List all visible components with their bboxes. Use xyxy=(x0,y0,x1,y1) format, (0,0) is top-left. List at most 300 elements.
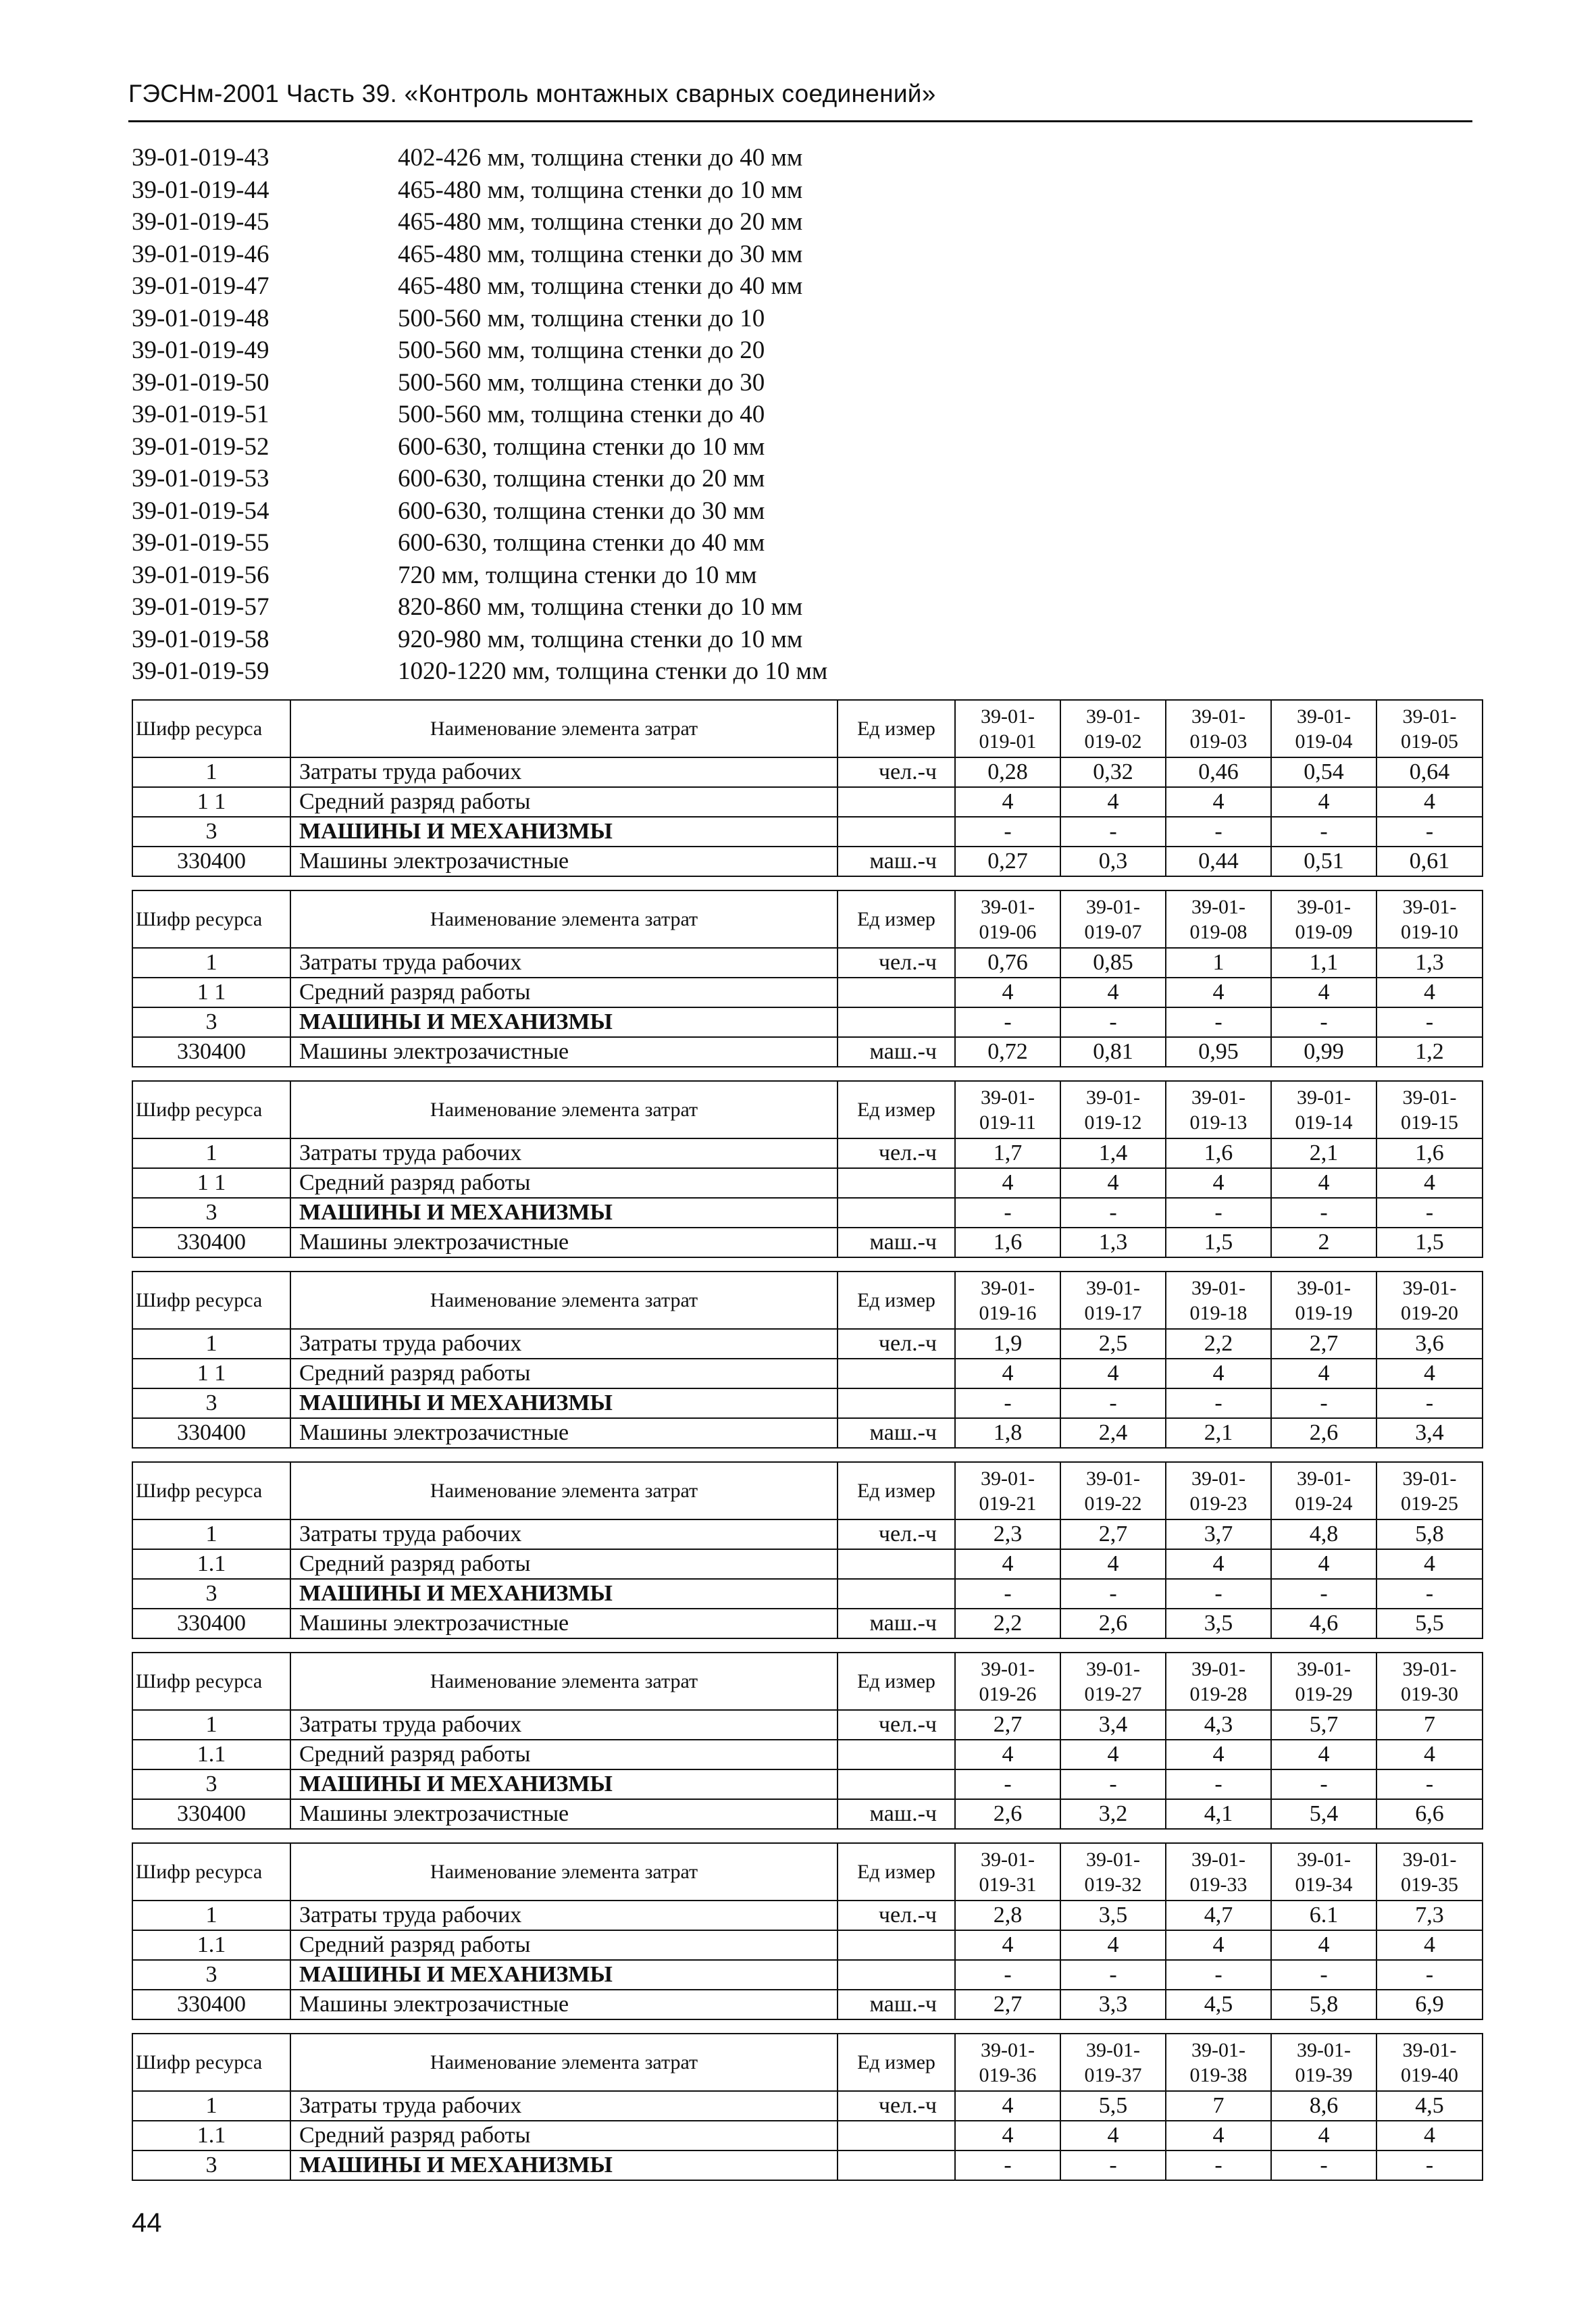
norm-code-part: 019-31 xyxy=(979,1873,1037,1896)
header-norm-code xyxy=(1060,1081,1166,1138)
resource-code-cell: 330400 xyxy=(132,1799,290,1829)
element-name-cell: МАШИНЫ И МЕХАНИЗМЫ xyxy=(290,1007,838,1037)
value-cell: 1,1 xyxy=(1271,948,1376,978)
value-cell: 3,5 xyxy=(1166,1609,1271,1638)
unit-cell xyxy=(838,1930,955,1960)
norm-code-part: 39-01- xyxy=(1402,705,1457,728)
norm-code-part: 39-01- xyxy=(981,2038,1035,2061)
value-cell: - xyxy=(1060,1579,1166,1609)
resource-code-cell: 1 xyxy=(132,757,290,787)
value-cell: 4 xyxy=(1376,1549,1483,1579)
unit-cell xyxy=(838,1168,955,1198)
norm-code-part: 019-28 xyxy=(1189,1682,1247,1705)
norm-code-part: 019-07 xyxy=(1084,920,1142,943)
table-row xyxy=(132,978,1483,1007)
resource-code-cell: 330400 xyxy=(132,1990,290,2019)
norm-code-part: 019-27 xyxy=(1084,1682,1142,1705)
table-row xyxy=(132,2121,1483,2150)
header-resource-code: Шифр ресурса xyxy=(132,890,290,948)
norm-code-part: 39-01- xyxy=(981,1657,1035,1680)
header-norm-code xyxy=(1166,1081,1271,1138)
resource-table xyxy=(132,890,1483,1067)
norm-code-part: 39-01- xyxy=(1402,1467,1457,1490)
unit-cell xyxy=(838,817,955,847)
value-cell: 4,8 xyxy=(1271,1519,1376,1549)
unit-cell: маш.-ч xyxy=(838,1037,955,1067)
header-element-name: Наименование элемента затрат xyxy=(290,890,838,948)
norm-description: 720 мм, толщина стенки до 10 мм xyxy=(398,561,757,589)
value-cell: 1,8 xyxy=(955,1418,1060,1448)
code-list-row xyxy=(132,655,827,688)
norm-code: 39-01-019-48 xyxy=(132,304,269,332)
norm-code-part: 39-01- xyxy=(981,895,1035,918)
value-cell: 0,32 xyxy=(1060,757,1166,787)
norm-description: 465-480 мм, толщина стенки до 20 мм xyxy=(398,208,803,236)
table-row xyxy=(132,1740,1483,1769)
value-cell: 0,51 xyxy=(1271,847,1376,876)
value-cell: - xyxy=(1271,1769,1376,1799)
norm-code: 39-01-019-54 xyxy=(132,497,269,525)
norm-code-part: 019-03 xyxy=(1189,730,1247,753)
norm-code-part: 019-33 xyxy=(1189,1873,1247,1896)
norm-code-part: 019-01 xyxy=(979,730,1037,753)
unit-cell: чел.-ч xyxy=(838,1519,955,1549)
table-row xyxy=(132,1579,1483,1609)
value-cell: 4 xyxy=(1060,1740,1166,1769)
unit-cell xyxy=(838,1388,955,1418)
unit-cell: маш.-ч xyxy=(838,1228,955,1257)
header-norm-code xyxy=(1376,1843,1483,1901)
code-list-row xyxy=(132,367,827,399)
unit-cell: маш.-ч xyxy=(838,1609,955,1638)
value-cell: 5,4 xyxy=(1271,1799,1376,1829)
header-divider xyxy=(128,120,1472,122)
value-cell: 2,7 xyxy=(1271,1329,1376,1359)
value-cell: 2,7 xyxy=(955,1990,1060,2019)
table-row xyxy=(132,1007,1483,1037)
header-unit: Ед измер xyxy=(838,1843,955,1901)
value-cell: - xyxy=(1271,2150,1376,2180)
header-element-name: Наименование элемента затрат xyxy=(290,1653,838,1710)
value-cell: 2,2 xyxy=(955,1609,1060,1638)
header-norm-code xyxy=(1060,700,1166,757)
norm-description: 500-560 мм, толщина стенки до 20 xyxy=(398,336,765,364)
table-header-row xyxy=(132,700,1483,757)
norm-code-part: 39-01- xyxy=(1297,2038,1351,2061)
value-cell: 4 xyxy=(1060,787,1166,817)
value-cell: 4 xyxy=(955,1168,1060,1198)
code-list-row xyxy=(132,463,827,495)
resource-code-cell: 1 xyxy=(132,948,290,978)
value-cell: 1,3 xyxy=(1376,948,1483,978)
unit-cell: маш.-ч xyxy=(838,1418,955,1448)
norm-code-part: 019-11 xyxy=(979,1111,1036,1134)
norm-code-part: 39-01- xyxy=(1086,705,1140,728)
header-norm-code xyxy=(1166,1272,1271,1329)
header-norm-code xyxy=(1166,890,1271,948)
value-cell: 4 xyxy=(955,978,1060,1007)
element-name-cell: МАШИНЫ И МЕХАНИЗМЫ xyxy=(290,1960,838,1990)
norm-code-part: 39-01- xyxy=(981,705,1035,728)
value-cell: 6.1 xyxy=(1271,1901,1376,1930)
unit-cell xyxy=(838,1769,955,1799)
norm-code-part: 019-18 xyxy=(1189,1301,1247,1324)
value-cell: - xyxy=(1271,1960,1376,1990)
resource-code-cell: 330400 xyxy=(132,1418,290,1448)
table-row xyxy=(132,1990,1483,2019)
value-cell: 5,7 xyxy=(1271,1710,1376,1740)
header-element-name: Наименование элемента затрат xyxy=(290,1843,838,1901)
norm-code-part: 39-01- xyxy=(1402,1276,1457,1299)
value-cell: 1,2 xyxy=(1376,1037,1483,1067)
value-cell: - xyxy=(1060,1960,1166,1990)
value-cell: - xyxy=(1166,1198,1271,1228)
norm-code-part: 019-10 xyxy=(1401,920,1458,943)
value-cell: 4 xyxy=(955,1930,1060,1960)
element-name-cell: Затраты труда рабочих xyxy=(290,1138,838,1168)
value-cell: 4 xyxy=(1376,1359,1483,1388)
norm-code-part: 019-36 xyxy=(979,2063,1037,2086)
norm-code-part: 019-16 xyxy=(979,1301,1037,1324)
value-cell: 6,6 xyxy=(1376,1799,1483,1829)
code-list-row xyxy=(132,624,827,656)
value-cell: 3,4 xyxy=(1376,1418,1483,1448)
norm-code-part: 019-15 xyxy=(1401,1111,1458,1134)
element-name-cell: Затраты труда рабочих xyxy=(290,948,838,978)
header-element-name: Наименование элемента затрат xyxy=(290,1462,838,1519)
header-norm-code xyxy=(955,700,1060,757)
header-norm-code xyxy=(1166,1653,1271,1710)
value-cell: - xyxy=(1376,817,1483,847)
norm-description: 600-630, толщина стенки до 40 мм xyxy=(398,529,765,557)
header-norm-code xyxy=(1376,1462,1483,1519)
value-cell: 0,85 xyxy=(1060,948,1166,978)
table-header-row xyxy=(132,1081,1483,1138)
element-name-cell: Затраты труда рабочих xyxy=(290,1329,838,1359)
value-cell: 0,54 xyxy=(1271,757,1376,787)
code-list-row xyxy=(132,174,827,207)
norm-code: 39-01-019-44 xyxy=(132,176,269,204)
value-cell: 0,46 xyxy=(1166,757,1271,787)
value-cell: 5,5 xyxy=(1060,2091,1166,2121)
value-cell: 2,1 xyxy=(1166,1418,1271,1448)
resource-code-cell: 1 xyxy=(132,1519,290,1549)
resource-code-cell: 1.1 xyxy=(132,1930,290,1960)
table-row xyxy=(132,1519,1483,1549)
resource-code-cell: 1.1 xyxy=(132,1740,290,1769)
norm-code-part: 39-01- xyxy=(981,1467,1035,1490)
element-name-cell: Средний разряд работы xyxy=(290,1168,838,1198)
resource-code-cell: 1.1 xyxy=(132,2121,290,2150)
value-cell: - xyxy=(1376,1769,1483,1799)
header-element-name: Наименование элемента затрат xyxy=(290,1272,838,1329)
table-row xyxy=(132,1138,1483,1168)
value-cell: 0,76 xyxy=(955,948,1060,978)
norm-code-part: 019-23 xyxy=(1189,1492,1247,1515)
norm-tables xyxy=(132,699,1483,2194)
code-list xyxy=(132,142,827,688)
element-name-cell: Затраты труда рабочих xyxy=(290,2091,838,2121)
value-cell: - xyxy=(1271,1388,1376,1418)
value-cell: 2,4 xyxy=(1060,1418,1166,1448)
element-name-cell: Средний разряд работы xyxy=(290,2121,838,2150)
table-row xyxy=(132,847,1483,876)
value-cell: 4 xyxy=(955,2091,1060,2121)
norm-code-part: 019-12 xyxy=(1084,1111,1142,1134)
element-name-cell: Средний разряд работы xyxy=(290,1549,838,1579)
norm-code-part: 39-01- xyxy=(1297,895,1351,918)
table-row xyxy=(132,817,1483,847)
value-cell: 0,72 xyxy=(955,1037,1060,1067)
value-cell: - xyxy=(1271,1007,1376,1037)
value-cell: 4 xyxy=(1376,978,1483,1007)
norm-code-part: 019-09 xyxy=(1295,920,1353,943)
norm-code-part: 019-30 xyxy=(1401,1682,1458,1705)
table-row xyxy=(132,1901,1483,1930)
value-cell: 1,9 xyxy=(955,1329,1060,1359)
value-cell: - xyxy=(1060,1388,1166,1418)
value-cell: - xyxy=(1166,1007,1271,1037)
value-cell: 4 xyxy=(1271,787,1376,817)
value-cell: - xyxy=(1166,1769,1271,1799)
norm-code-part: 019-14 xyxy=(1295,1111,1353,1134)
value-cell: 2,2 xyxy=(1166,1329,1271,1359)
value-cell: 2,1 xyxy=(1271,1138,1376,1168)
code-list-row xyxy=(132,142,827,174)
header-norm-code xyxy=(1376,1272,1483,1329)
table-row xyxy=(132,1198,1483,1228)
resource-code-cell: 3 xyxy=(132,1388,290,1418)
code-list-row xyxy=(132,495,827,528)
value-cell: 3,4 xyxy=(1060,1710,1166,1740)
value-cell: 4 xyxy=(1060,2121,1166,2150)
unit-cell xyxy=(838,1359,955,1388)
value-cell: 0,81 xyxy=(1060,1037,1166,1067)
unit-cell: маш.-ч xyxy=(838,1799,955,1829)
header-norm-code xyxy=(1376,1653,1483,1710)
norm-code: 39-01-019-53 xyxy=(132,465,269,493)
norm-description: 465-480 мм, толщина стенки до 40 мм xyxy=(398,272,803,300)
element-name-cell: Машины электрозачистные xyxy=(290,1037,838,1067)
value-cell: - xyxy=(1376,1007,1483,1037)
norm-code-part: 019-24 xyxy=(1295,1492,1353,1515)
header-unit: Ед измер xyxy=(838,2034,955,2091)
resource-code-cell: 3 xyxy=(132,1579,290,1609)
value-cell: 7 xyxy=(1376,1710,1483,1740)
norm-code-part: 39-01- xyxy=(981,1086,1035,1109)
header-norm-code xyxy=(1271,1272,1376,1329)
header-norm-code xyxy=(1166,1462,1271,1519)
value-cell: 3,2 xyxy=(1060,1799,1166,1829)
norm-code-part: 019-19 xyxy=(1295,1301,1353,1324)
element-name-cell: МАШИНЫ И МЕХАНИЗМЫ xyxy=(290,1769,838,1799)
norm-code: 39-01-019-59 xyxy=(132,657,269,685)
value-cell: 0,99 xyxy=(1271,1037,1376,1067)
value-cell: 4 xyxy=(1376,1168,1483,1198)
value-cell: - xyxy=(955,1388,1060,1418)
value-cell: 8,6 xyxy=(1271,2091,1376,2121)
value-cell: 4,6 xyxy=(1271,1609,1376,1638)
value-cell: 5,5 xyxy=(1376,1609,1483,1638)
value-cell: - xyxy=(1060,1198,1166,1228)
value-cell: 4 xyxy=(1271,2121,1376,2150)
value-cell: 3,5 xyxy=(1060,1901,1166,1930)
value-cell: 4 xyxy=(1166,787,1271,817)
table-row xyxy=(132,787,1483,817)
header-norm-code xyxy=(1271,1081,1376,1138)
value-cell: 0,95 xyxy=(1166,1037,1271,1067)
norm-description: 1020-1220 мм, толщина стенки до 10 мм xyxy=(398,657,828,685)
table-row xyxy=(132,1418,1483,1448)
norm-code-part: 39-01- xyxy=(1402,1848,1457,1871)
norm-code-part: 019-06 xyxy=(979,920,1037,943)
unit-cell xyxy=(838,978,955,1007)
norm-code-part: 39-01- xyxy=(1297,1848,1351,1871)
page-header-title: ГЭСНм-2001 Часть 39. «Контроль монтажных сварных соединений» xyxy=(128,80,936,107)
norm-code-part: 39-01- xyxy=(1086,1848,1140,1871)
norm-code-part: 019-40 xyxy=(1401,2063,1458,2086)
table-header-row xyxy=(132,1462,1483,1519)
header-norm-code xyxy=(1376,2034,1483,2091)
value-cell: - xyxy=(1271,1198,1376,1228)
header-norm-code xyxy=(1166,1843,1271,1901)
norm-code: 39-01-019-51 xyxy=(132,401,269,428)
header-norm-code xyxy=(1376,890,1483,948)
value-cell: 4 xyxy=(955,2121,1060,2150)
header-unit: Ед измер xyxy=(838,890,955,948)
header-norm-code xyxy=(955,2034,1060,2091)
value-cell: 4 xyxy=(1060,1549,1166,1579)
norm-description: 820-860 мм, толщина стенки до 10 мм xyxy=(398,593,803,621)
element-name-cell: Машины электрозачистные xyxy=(290,1609,838,1638)
element-name-cell: Машины электрозачистные xyxy=(290,847,838,876)
norm-code-part: 39-01- xyxy=(1191,1467,1245,1490)
table-row xyxy=(132,1549,1483,1579)
unit-cell: чел.-ч xyxy=(838,948,955,978)
table-row xyxy=(132,1930,1483,1960)
norm-description: 465-480 мм, толщина стенки до 10 мм xyxy=(398,176,803,204)
resource-table xyxy=(132,1652,1483,1830)
norm-code-part: 39-01- xyxy=(1086,895,1140,918)
value-cell: 4 xyxy=(1166,1359,1271,1388)
header-norm-code xyxy=(1060,1462,1166,1519)
norm-code-part: 39-01- xyxy=(1086,1086,1140,1109)
element-name-cell: Затраты труда рабочих xyxy=(290,757,838,787)
value-cell: 4 xyxy=(1166,2121,1271,2150)
norm-code-part: 019-32 xyxy=(1084,1873,1142,1896)
resource-table xyxy=(132,1461,1483,1639)
norm-code: 39-01-019-45 xyxy=(132,208,269,236)
element-name-cell: Средний разряд работы xyxy=(290,787,838,817)
header-unit: Ед измер xyxy=(838,700,955,757)
value-cell: - xyxy=(1271,817,1376,847)
header-norm-code xyxy=(955,1272,1060,1329)
table-row xyxy=(132,1168,1483,1198)
value-cell: - xyxy=(1060,1769,1166,1799)
table-header-row xyxy=(132,1653,1483,1710)
code-list-row xyxy=(132,270,827,303)
table-row xyxy=(132,2091,1483,2121)
norm-code-part: 019-04 xyxy=(1295,730,1353,753)
norm-code-part: 019-05 xyxy=(1401,730,1458,753)
resource-code-cell: 330400 xyxy=(132,1228,290,1257)
unit-cell: чел.-ч xyxy=(838,1138,955,1168)
norm-code: 39-01-019-43 xyxy=(132,144,269,172)
header-norm-code xyxy=(955,1081,1060,1138)
unit-cell xyxy=(838,1198,955,1228)
value-cell: 2,3 xyxy=(955,1519,1060,1549)
header-norm-code xyxy=(1060,1843,1166,1901)
norm-code-part: 39-01- xyxy=(1086,1657,1140,1680)
norm-code: 39-01-019-55 xyxy=(132,529,269,557)
unit-cell xyxy=(838,1579,955,1609)
value-cell: 0,3 xyxy=(1060,847,1166,876)
header-norm-code xyxy=(1271,1462,1376,1519)
norm-code-part: 39-01- xyxy=(1191,1086,1245,1109)
norm-description: 500-560 мм, толщина стенки до 10 xyxy=(398,304,765,332)
header-norm-code xyxy=(955,1653,1060,1710)
header-norm-code xyxy=(1271,2034,1376,2091)
table-header-row xyxy=(132,1843,1483,1901)
value-cell: 4,3 xyxy=(1166,1710,1271,1740)
code-list-row xyxy=(132,591,827,624)
unit-cell xyxy=(838,787,955,817)
norm-code-part: 39-01- xyxy=(1086,1276,1140,1299)
resource-code-cell: 1.1 xyxy=(132,1549,290,1579)
unit-cell: чел.-ч xyxy=(838,1710,955,1740)
resource-table xyxy=(132,1271,1483,1449)
value-cell: - xyxy=(1166,1579,1271,1609)
value-cell: - xyxy=(1376,1579,1483,1609)
value-cell: - xyxy=(955,1769,1060,1799)
header-norm-code xyxy=(1271,1843,1376,1901)
unit-cell xyxy=(838,2121,955,2150)
value-cell: 4 xyxy=(1060,1359,1166,1388)
resource-code-cell: 1 1 xyxy=(132,1359,290,1388)
norm-code-part: 019-08 xyxy=(1189,920,1247,943)
value-cell: 1,4 xyxy=(1060,1138,1166,1168)
value-cell: - xyxy=(1060,1007,1166,1037)
resource-code-cell: 1 1 xyxy=(132,1168,290,1198)
value-cell: - xyxy=(1166,2150,1271,2180)
unit-cell: маш.-ч xyxy=(838,1990,955,2019)
value-cell: 4 xyxy=(955,1359,1060,1388)
header-resource-code: Шифр ресурса xyxy=(132,1462,290,1519)
value-cell: 2,7 xyxy=(955,1710,1060,1740)
norm-code-part: 019-39 xyxy=(1295,2063,1353,2086)
norm-description: 500-560 мм, толщина стенки до 30 xyxy=(398,368,765,397)
value-cell: - xyxy=(1060,817,1166,847)
resource-code-cell: 1 xyxy=(132,1329,290,1359)
value-cell: 4 xyxy=(955,1740,1060,1769)
code-list-row xyxy=(132,431,827,463)
header-resource-code: Шифр ресурса xyxy=(132,1272,290,1329)
norm-code-part: 39-01- xyxy=(1191,1848,1245,1871)
element-name-cell: Средний разряд работы xyxy=(290,978,838,1007)
norm-code-part: 39-01- xyxy=(1402,1086,1457,1109)
element-name-cell: МАШИНЫ И МЕХАНИЗМЫ xyxy=(290,817,838,847)
header-element-name: Наименование элемента затрат xyxy=(290,700,838,757)
norm-code-part: 39-01- xyxy=(981,1276,1035,1299)
element-name-cell: МАШИНЫ И МЕХАНИЗМЫ xyxy=(290,2150,838,2180)
norm-code-part: 019-26 xyxy=(979,1682,1037,1705)
norm-description: 920-980 мм, толщина стенки до 10 мм xyxy=(398,625,803,653)
value-cell: 4 xyxy=(1271,1168,1376,1198)
value-cell: - xyxy=(1376,1960,1483,1990)
norm-description: 600-630, толщина стенки до 30 мм xyxy=(398,497,765,525)
value-cell: 3,7 xyxy=(1166,1519,1271,1549)
norm-code-part: 39-01- xyxy=(1297,705,1351,728)
